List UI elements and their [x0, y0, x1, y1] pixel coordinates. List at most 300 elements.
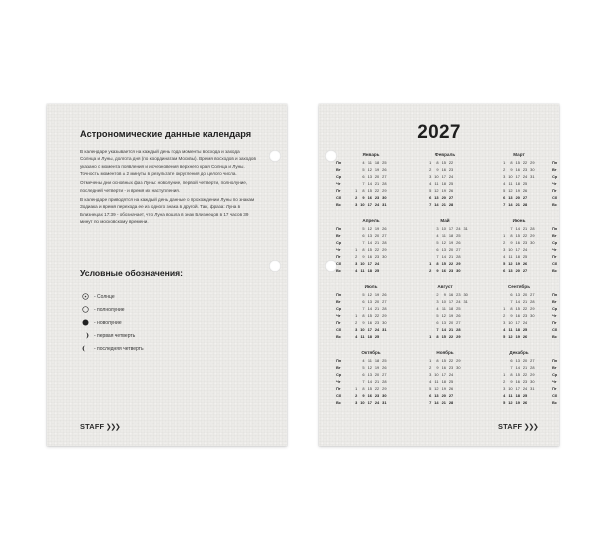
day-number [386, 166, 393, 173]
weekday-row [350, 173, 400, 180]
weekday-labels [552, 159, 566, 208]
day-number: 31 [382, 202, 387, 207]
month-name: Июль [364, 284, 378, 289]
day-number: 10 [441, 226, 446, 231]
day-number: 24 [374, 261, 380, 266]
day-number: 5 [503, 261, 506, 266]
weekday-row [424, 378, 474, 385]
legend-label: - новолуние [94, 319, 122, 326]
day-number [498, 364, 505, 371]
day-number [386, 312, 393, 319]
day-number: 10 [434, 372, 439, 377]
day-number [386, 194, 393, 201]
weekday-row [424, 253, 474, 260]
astro-title: Астрономические данные календаря [80, 129, 252, 139]
weekday-row [350, 333, 400, 340]
day-number: 3 [503, 386, 506, 391]
day-number: 1 [429, 261, 432, 266]
day-number: 28 [382, 181, 387, 186]
weekday-label: Пт [552, 386, 557, 391]
legend-label: - первая четверть [94, 332, 136, 339]
day-number [386, 371, 393, 378]
weekday-row [424, 392, 474, 399]
day-number [386, 225, 393, 232]
day-number: 27 [382, 372, 387, 377]
day-number: 26 [522, 400, 528, 405]
day-number: 19 [374, 226, 380, 231]
astro-paragraph: Отмечены дни основных фаз Луны: новолуние, первой четверти, полнолуние, последней четверти - и время их наступления. [80, 180, 248, 193]
day-number: 9 [510, 379, 513, 384]
legend-label: - последняя четверть [94, 345, 144, 352]
day-number: 17 [367, 261, 372, 266]
weekday-label: Ср [336, 306, 342, 311]
day-number [424, 253, 431, 260]
weekday-label: Сб [336, 261, 342, 266]
weekday-label: Сб [552, 261, 558, 266]
day-number: 21 [374, 306, 380, 311]
weekday-label: Пн [552, 358, 558, 363]
staff-logo-marks-icon: ❯❯❯ [105, 423, 120, 431]
weekday-row [498, 166, 548, 173]
day-number [453, 159, 460, 166]
day-number: 7 [510, 365, 513, 370]
day-number [460, 319, 467, 326]
day-number: 29 [530, 160, 535, 165]
day-number: 29 [382, 188, 387, 193]
weekday-row [424, 239, 474, 246]
day-number: 24 [522, 247, 528, 252]
day-number [453, 166, 460, 173]
day-number: 20 [374, 233, 380, 238]
day-number: 14 [441, 327, 446, 332]
day-number: 26 [456, 313, 461, 318]
first-quarter-icon [80, 331, 90, 341]
day-number [386, 267, 393, 274]
day-number: 9 [362, 254, 365, 259]
day-number [527, 399, 534, 406]
day-number: 23 [522, 167, 528, 172]
day-number: 4 [355, 268, 358, 273]
day-number: 19 [448, 313, 454, 318]
day-number: 3 [355, 261, 358, 266]
day-number [386, 173, 393, 180]
weekday-label: Чт [336, 247, 341, 252]
weekday-label: Вт [336, 233, 341, 238]
day-number: 20 [448, 247, 454, 252]
day-number: 20 [374, 372, 380, 377]
weekday-row [350, 399, 400, 406]
weekday-label: Вс [552, 268, 557, 273]
day-number [453, 378, 460, 385]
day-number [386, 392, 393, 399]
weekday-row [424, 326, 474, 333]
day-number: 6 [362, 174, 365, 179]
legend-list [80, 290, 144, 355]
weekday-label: Пт [336, 320, 341, 325]
weekday-row [350, 298, 400, 305]
weekday-label: Вс [552, 334, 557, 339]
day-number: 21 [374, 240, 380, 245]
month-day-grid [498, 225, 548, 274]
weekday-row [498, 385, 548, 392]
astronomy-info-sheet [47, 104, 287, 446]
weekday-row [424, 260, 474, 267]
weekday-labels [552, 291, 566, 340]
day-number: 14 [515, 226, 520, 231]
day-number: 21 [522, 365, 528, 370]
staff-logo [498, 422, 537, 431]
day-number: 13 [441, 320, 446, 325]
day-number: 4 [362, 160, 365, 165]
weekday-row [424, 312, 474, 319]
day-number: 12 [508, 261, 513, 266]
day-number: 30 [463, 292, 468, 297]
day-number: 16 [515, 240, 520, 245]
day-number [527, 333, 534, 340]
weekday-row [424, 305, 474, 312]
day-number [453, 180, 460, 187]
day-number: 18 [367, 334, 372, 339]
day-number: 26 [522, 261, 528, 266]
day-number: 20 [448, 320, 454, 325]
day-number: 25 [374, 334, 380, 339]
day-number [350, 232, 357, 239]
weekday-row [424, 187, 474, 194]
day-number: 6 [510, 358, 513, 363]
weekday-labels [336, 159, 350, 208]
day-number: 20 [522, 292, 528, 297]
new-moon-icon [80, 318, 90, 328]
day-number: 31 [463, 226, 468, 231]
day-number: 3 [429, 372, 432, 377]
day-number [350, 371, 357, 378]
day-number: 10 [360, 327, 365, 332]
weekday-labels [336, 291, 350, 340]
month-name: Апрель [362, 218, 380, 223]
day-number: 3 [429, 174, 432, 179]
day-number: 6 [429, 393, 432, 398]
day-number: 30 [382, 254, 387, 259]
sun-icon [80, 292, 90, 302]
day-number: 1 [503, 372, 506, 377]
day-number: 6 [436, 247, 439, 252]
day-number: 15 [515, 160, 520, 165]
day-number [453, 187, 460, 194]
weekday-label: Ср [336, 240, 342, 245]
day-number [350, 298, 357, 305]
weekday-label: Вт [336, 365, 341, 370]
day-number: 11 [367, 358, 372, 363]
day-number: 5 [429, 386, 432, 391]
day-number: 29 [530, 233, 535, 238]
weekday-row [424, 364, 474, 371]
day-number: 6 [436, 320, 439, 325]
day-number [350, 305, 357, 312]
day-number [534, 399, 541, 406]
day-number [386, 159, 393, 166]
day-number: 2 [355, 393, 358, 398]
day-number [350, 225, 357, 232]
day-number: 3 [503, 247, 506, 252]
day-number: 9 [436, 365, 439, 370]
day-number: 22 [374, 188, 380, 193]
day-number: 18 [374, 358, 380, 363]
day-number [350, 291, 357, 298]
day-number: 2 [355, 195, 358, 200]
day-number: 14 [515, 299, 520, 304]
day-number [534, 305, 541, 312]
day-number [424, 291, 431, 298]
day-number: 18 [441, 181, 446, 186]
day-number: 13 [441, 247, 446, 252]
weekday-label: Чт [336, 181, 341, 186]
day-number: 5 [362, 365, 365, 370]
day-number: 12 [367, 365, 372, 370]
day-number: 6 [510, 292, 513, 297]
day-number: 22 [448, 358, 454, 363]
month-name: Ноябрь [436, 350, 454, 355]
day-number [386, 326, 393, 333]
day-number [424, 312, 431, 319]
day-number [386, 180, 393, 187]
day-number [534, 201, 541, 208]
weekday-row [424, 159, 474, 166]
weekday-row [424, 246, 474, 253]
weekday-row [424, 371, 474, 378]
day-number: 17 [515, 386, 520, 391]
day-number [379, 333, 386, 340]
day-number: 29 [382, 313, 387, 318]
day-number [534, 246, 541, 253]
day-number [534, 326, 541, 333]
month-name: Декабрь [509, 350, 529, 355]
day-number: 31 [382, 400, 387, 405]
day-number: 9 [510, 167, 513, 172]
weekday-row [498, 371, 548, 378]
weekday-labels [552, 225, 566, 274]
day-number: 5 [503, 400, 506, 405]
day-number: 24 [374, 400, 380, 405]
weekday-row [498, 239, 548, 246]
day-number: 7 [362, 181, 365, 186]
day-number [534, 173, 541, 180]
day-number: 3 [355, 327, 358, 332]
weekday-row [498, 201, 548, 208]
day-number: 10 [508, 247, 513, 252]
weekday-label: Чт [552, 379, 557, 384]
day-number: 8 [362, 313, 365, 318]
day-number [386, 260, 393, 267]
day-number [424, 232, 431, 239]
day-number: 20 [441, 195, 446, 200]
weekday-row [498, 253, 548, 260]
weekday-row [424, 267, 474, 274]
day-number: 7 [429, 400, 432, 405]
weekday-row [498, 159, 548, 166]
month-name: Сентябрь [507, 284, 531, 289]
day-number: 22 [522, 306, 528, 311]
day-number [534, 385, 541, 392]
day-number: 9 [362, 320, 365, 325]
weekday-label: Пт [336, 386, 341, 391]
day-number: 28 [456, 254, 461, 259]
day-number [460, 194, 467, 201]
day-number [460, 246, 467, 253]
weekday-label: Чт [336, 313, 341, 318]
day-number: 26 [382, 167, 387, 172]
day-number: 1 [429, 160, 432, 165]
day-number [453, 201, 460, 208]
day-number [534, 180, 541, 187]
month-name: Май [440, 218, 450, 223]
day-number: 7 [436, 327, 439, 332]
day-number: 27 [522, 195, 528, 200]
day-number: 4 [436, 233, 439, 238]
weekday-row [350, 239, 400, 246]
day-number [424, 298, 431, 305]
weekday-row [498, 305, 548, 312]
day-number: 28 [530, 226, 535, 231]
day-number: 4 [503, 254, 506, 259]
day-number: 22 [522, 372, 528, 377]
day-number: 16 [448, 292, 454, 297]
day-number: 23 [448, 268, 454, 273]
day-number: 29 [530, 372, 535, 377]
day-number: 8 [436, 160, 439, 165]
day-number [386, 239, 393, 246]
day-number: 20 [374, 174, 380, 179]
day-number: 1 [429, 334, 432, 339]
weekday-row [350, 392, 400, 399]
day-number [534, 159, 541, 166]
weekday-label: Вс [336, 202, 341, 207]
day-number: 7 [510, 299, 513, 304]
day-number [350, 239, 357, 246]
day-number: 28 [448, 400, 454, 405]
day-number: 26 [382, 226, 387, 231]
binding-hole-top [269, 150, 281, 162]
weekday-row [424, 385, 474, 392]
day-number: 25 [522, 181, 528, 186]
day-number: 5 [436, 240, 439, 245]
legend-item [80, 342, 144, 355]
day-number: 16 [367, 195, 372, 200]
day-number: 17 [367, 327, 372, 332]
day-number: 15 [367, 386, 372, 391]
weekday-label: Вт [552, 233, 557, 238]
weekday-row [424, 166, 474, 173]
day-number: 14 [367, 379, 372, 384]
day-number: 8 [362, 386, 365, 391]
month-name: Февраль [434, 152, 456, 157]
day-number: 24 [374, 327, 380, 332]
day-number: 18 [515, 254, 520, 259]
day-number: 7 [503, 202, 506, 207]
weekday-row [498, 260, 548, 267]
weekday-row [498, 267, 548, 274]
day-number [424, 305, 431, 312]
day-number: 24 [456, 226, 461, 231]
day-number: 9 [436, 167, 439, 172]
day-number: 19 [448, 240, 454, 245]
weekday-row [350, 364, 400, 371]
day-number: 15 [441, 160, 446, 165]
day-number: 31 [530, 174, 535, 179]
weekday-label: Ср [336, 372, 342, 377]
weekday-row [424, 298, 474, 305]
day-number: 12 [441, 313, 446, 318]
day-number: 27 [382, 233, 387, 238]
month-day-grid [498, 357, 548, 406]
weekday-label: Ср [336, 174, 342, 179]
weekday-row [424, 333, 474, 340]
day-number: 10 [434, 174, 439, 179]
day-number: 27 [456, 247, 461, 252]
day-number: 29 [382, 386, 387, 391]
day-number [534, 260, 541, 267]
day-number: 30 [530, 313, 535, 318]
day-number: 15 [515, 306, 520, 311]
day-number: 4 [436, 306, 439, 311]
weekday-label: Сб [552, 393, 558, 398]
day-number [350, 357, 357, 364]
weekday-row [350, 253, 400, 260]
day-number: 16 [441, 365, 446, 370]
weekday-row [350, 326, 400, 333]
day-number [534, 267, 541, 274]
day-number: 25 [382, 358, 387, 363]
day-number [453, 399, 460, 406]
day-number: 13 [367, 372, 372, 377]
weekday-row [424, 319, 474, 326]
day-number: 26 [522, 334, 528, 339]
day-number: 6 [429, 195, 432, 200]
day-number: 11 [441, 306, 446, 311]
day-number [527, 267, 534, 274]
day-number: 9 [510, 240, 513, 245]
day-number: 10 [508, 320, 513, 325]
weekday-row [350, 378, 400, 385]
day-number: 3 [436, 226, 439, 231]
day-number: 3 [355, 202, 358, 207]
day-number: 30 [456, 268, 461, 273]
day-number: 20 [441, 393, 446, 398]
day-number: 14 [367, 240, 372, 245]
day-number: 21 [374, 379, 380, 384]
day-number: 5 [429, 188, 432, 193]
day-number: 18 [515, 181, 520, 186]
weekday-label: Вс [336, 334, 341, 339]
weekday-label: Пт [552, 254, 557, 259]
day-number: 16 [441, 268, 446, 273]
day-number [527, 326, 534, 333]
weekday-label: Вс [336, 400, 341, 405]
day-number: 9 [362, 393, 365, 398]
day-number [527, 201, 534, 208]
day-number: 17 [448, 226, 454, 231]
weekday-row [350, 319, 400, 326]
day-number: 13 [367, 233, 372, 238]
day-number [527, 180, 534, 187]
weekday-row [498, 291, 548, 298]
day-number: 6 [362, 299, 365, 304]
weekday-row [498, 180, 548, 187]
day-number: 11 [434, 181, 439, 186]
day-number: 14 [367, 181, 372, 186]
weekday-row [350, 180, 400, 187]
day-number: 4 [503, 327, 506, 332]
day-number: 6 [503, 195, 506, 200]
